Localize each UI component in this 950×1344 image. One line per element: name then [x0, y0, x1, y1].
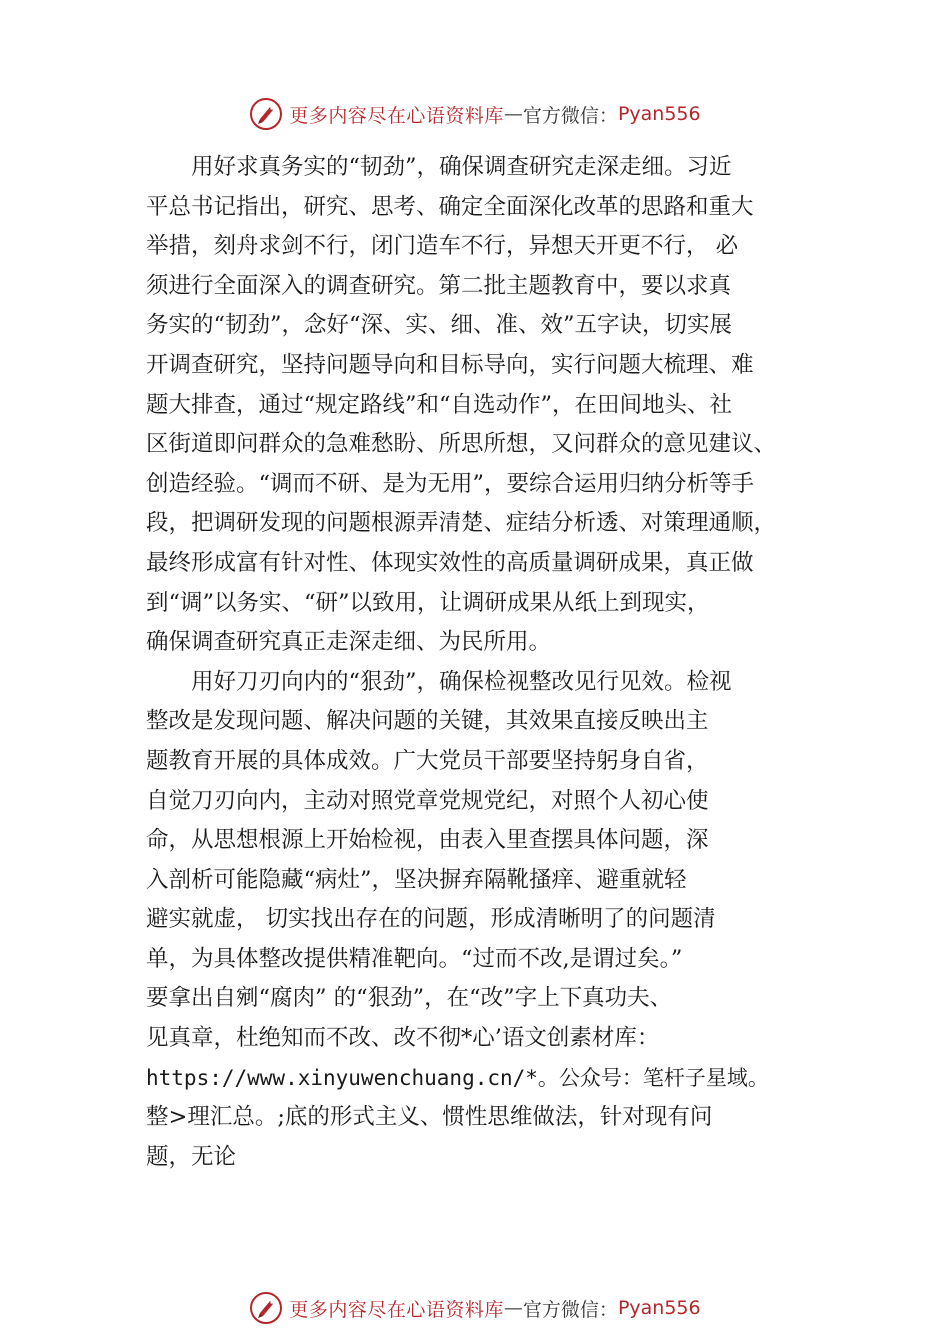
text-line-url: https://www.xinyuwenchuang.cn/*。公众号：笔杆子星域。 — [146, 1065, 769, 1090]
pen-heart-logo-icon — [249, 1291, 283, 1325]
text-line: 避实就虚， 切实找出存在的问题，形成清晰明了的问题清 — [146, 906, 716, 933]
text-line: 入剖析可能隐藏“病灶”，坚决摒弃隔靴搔痒、避重就轻 — [146, 866, 687, 893]
footer-watermark-banner — [0, 1288, 950, 1328]
text-line: 用好求真务实的“韧劲”，确保调查研究走深走细。习近 — [191, 154, 732, 180]
text-line: 单，为具体整改提供精准靶向。“过而不改,是谓过矣。” — [146, 945, 683, 972]
text-line: 务实的“韧劲”，念好“深、实、细、准、效”五字诀，切实展 — [146, 312, 733, 339]
text-line: 见真章，杜绝知而不改、改不彻*心’语文创素材库： — [146, 1025, 660, 1052]
banner-wechat-label: 官方微信： — [522, 104, 618, 127]
banner-site-name: 更多内容尽在心语资料库 — [289, 104, 504, 127]
text-line: 最终形成富有针对性、体现实效性的高质量调研成果，真正做 — [146, 549, 754, 576]
text-line: 平总书记指出，研究、思考、确定全面深化改革的思路和重大 — [146, 193, 754, 220]
banner-wechat-id: Pyan556 — [617, 1297, 701, 1319]
header-watermark-banner — [0, 94, 950, 134]
pen-heart-logo-icon — [249, 97, 283, 131]
article-body — [146, 148, 826, 1177]
text-line: 区街道即问群众的急难愁盼、所思所想，又问群众的意见建议、 — [146, 431, 777, 458]
text-line: 创造经验。“调而不研、是为无用”，要综合运用归纳分析等手 — [146, 470, 755, 497]
text-line: 命，从思想根源上开始检视，由表入里查摆具体问题，深 — [146, 827, 709, 854]
banner-wechat-id: Pyan556 — [617, 103, 701, 125]
text-line: 用好刀刃向内的“狠劲”，确保检视整改见行见效。检视 — [191, 668, 732, 695]
banner-wechat-label: 官方微信： — [522, 1298, 618, 1321]
text-line: 整改是发现问题、解决问题的关键，其效果直接反映出主 — [146, 708, 709, 735]
text-line: 开调查研究，坚持问题导向和目标导向，实行问题大梳理、难 — [146, 351, 754, 378]
text-line: 到“调”以务实、“研”以致用，让调研成果从纸上到现实， — [146, 589, 710, 616]
text-line: 题大排查，通过“规定路线”和“自选动作”，在田间地头、社 — [146, 391, 733, 418]
text-line: 整>理汇总。;底的形式主义、惯性思维做法，针对现有问 — [146, 1104, 713, 1131]
text-line: 须进行全面深入的调查研究。第二批主题教育中，要以求真 — [146, 272, 732, 299]
text-line: 确保调查研究真正走深走细、为民所用。 — [146, 629, 552, 656]
banner-site-name: 更多内容尽在心语资料库 — [289, 1298, 504, 1321]
text-line: 举措，刻舟求剑不行，闭门造车不行，异想天开更不行， 必 — [146, 233, 739, 260]
text-line: 要拿出自剜“腐肉” 的“狠劲”，在“改”字上下真功夫、 — [146, 985, 673, 1012]
banner-separator: — — [503, 1297, 523, 1319]
text-line: 段，把调研发现的问题根源弄清楚、症结分析透、对策理通顺， — [146, 510, 777, 537]
text-line: 题教育开展的具体成效。广大党员干部要坚持躬身自省， — [146, 747, 709, 774]
text-line: 题，无论 — [146, 1143, 237, 1170]
banner-separator: — — [503, 103, 523, 125]
text-line: 自觉刀刃向内，主动对照党章党规党纪，对照个人初心使 — [146, 787, 709, 814]
